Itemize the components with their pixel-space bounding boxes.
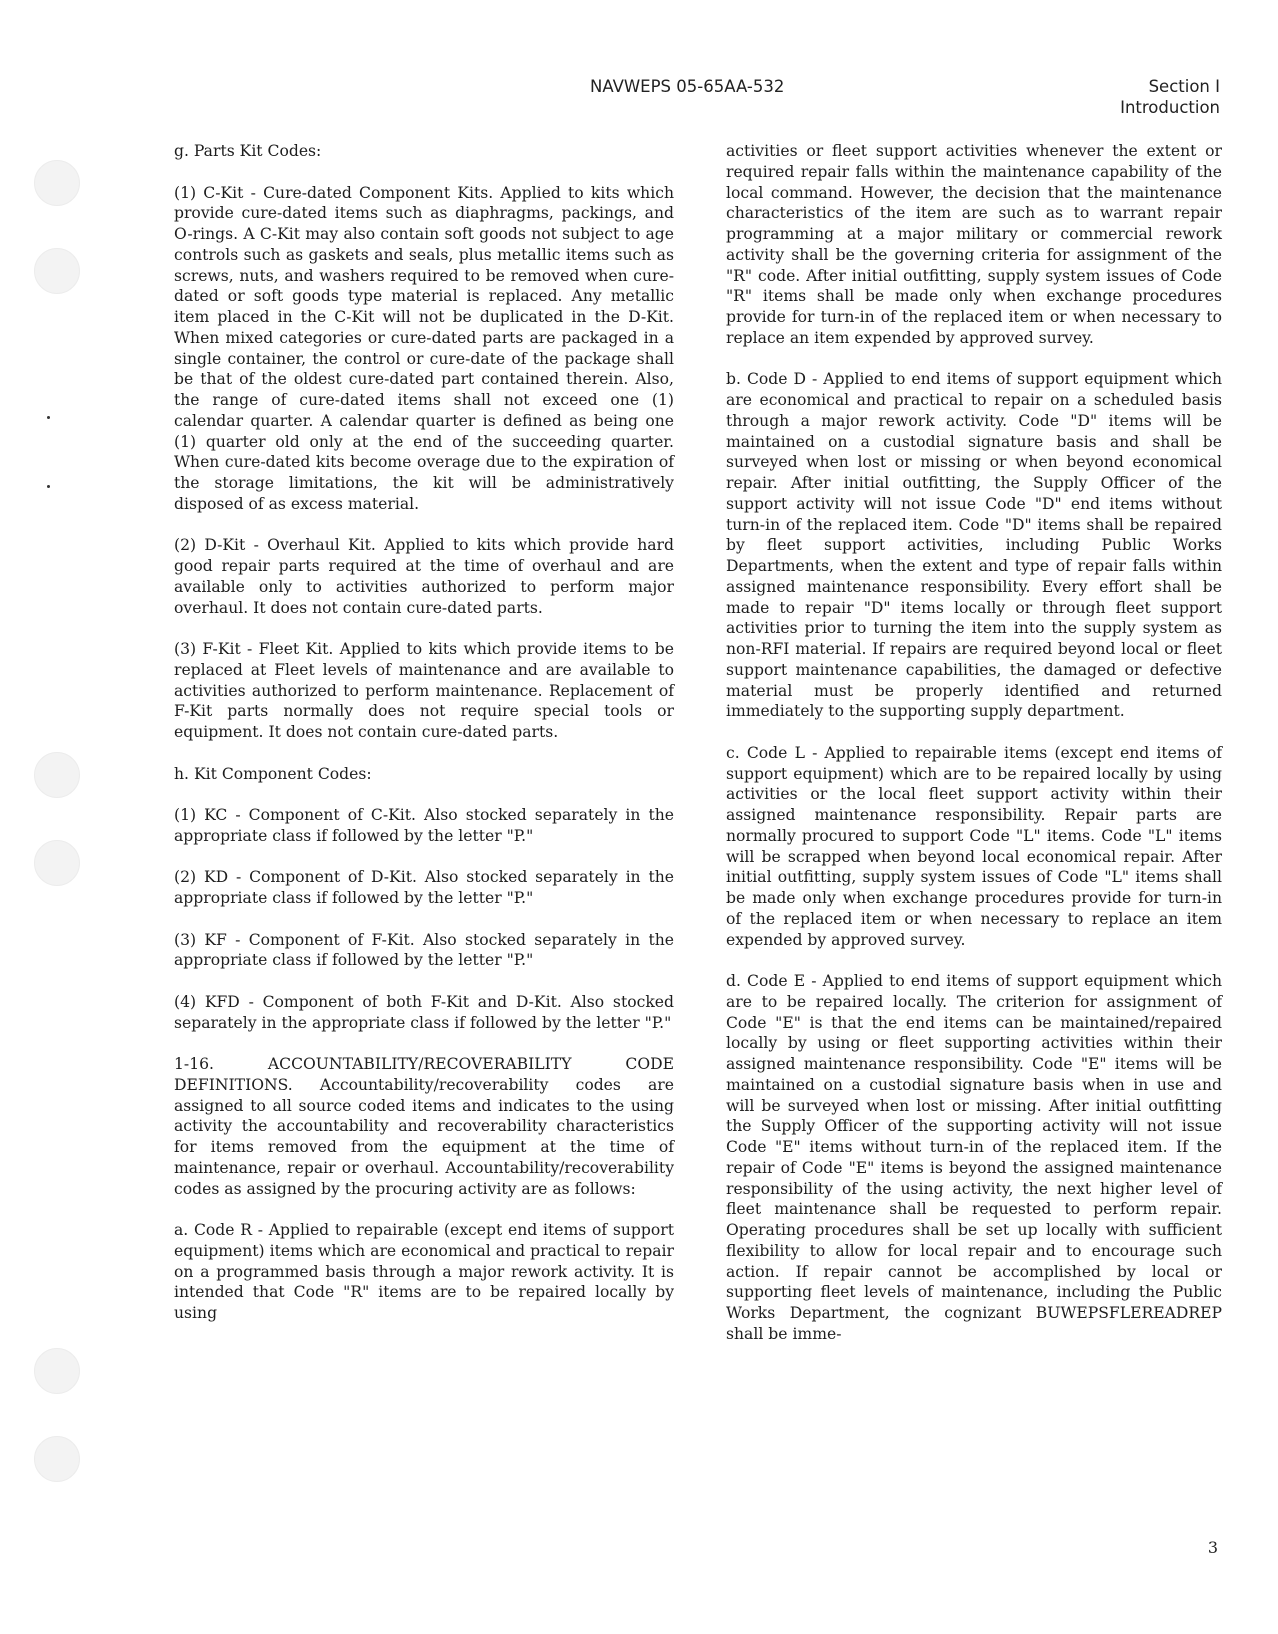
paragraph-d-kit: (2) D-Kit - Overhaul Kit. Applied to kits which provide hard good repair parts required at the time of overhaul and are available only to activities authorized to perform major overhaul. It does not contain cure-dated parts. xyxy=(174,536,674,617)
paragraph-c-kit: (1) C-Kit - Cure-dated Component Kits. Applied to kits which provide cure-dated items such as diaphragms, packings, and O-rings. A C-Kit may also contain soft goods not subject to age controls such as gaskets and seals, plus metallic items such as screws, nuts, and washers required to be removed when cure-dated or soft goods type material is replaced. Any metallic item placed in the C-Kit will not be duplicated in the D-Kit. When mixed categories or cure-dated parts are packaged in a single container, the control or cure-date of the package shall be that of the oldest cure-dated part contained therein. Also, the range of cure-dated items shall not exceed one (1) calendar quarter. A calendar quarter is defined as being one (1) quarter old only at the end of the succeeding quarter. When cure-dated kits become overage due to the expiration of the storage limitations, the kit will be administratively disposed of as excess material. xyxy=(174,183,674,513)
paragraph-kc: (1) KC - Component of C-Kit. Also stocked separately in the appropriate class if followed by the letter "P." xyxy=(174,806,674,845)
binder-hole xyxy=(34,1348,80,1394)
paragraph-kf: (3) KF - Component of F-Kit. Also stocked separately in the appropriate class if followed by the letter "P." xyxy=(174,930,674,970)
scan-speck xyxy=(47,485,50,488)
section-title: Introduction xyxy=(1120,98,1220,117)
document-number: NAVWEPS 05-65AA-532 xyxy=(590,77,785,96)
section-label: Section I xyxy=(1148,77,1220,96)
paragraph-code-r-continued: activities or fleet support activities whenever the extent or required repair falls within the maintenance capability of the local command. However, the decision that the maintenance characteristics of the item are such as to warrant repair programming at a major military or commercial rework activity shall be the governing criteria for assignment of the "R" code. After initial outfitting, supply system issues of Code "R" items shall be made only when exchange procedures provide for turn-in of the replaced item or when necessary to replace an item expended by approved survey. xyxy=(726,142,1222,347)
right-column xyxy=(726,141,1222,1345)
paragraph-f-kit: (3) F-Kit - Fleet Kit. Applied to kits which provide items to be replaced at Fleet levels of maintenance and are available to activities authorized to perform maintenance. Replacement of F-Kit parts normally does not require special tools or equipment. It does not contain cure-dated parts. xyxy=(174,640,674,741)
paragraph-code-r: a. Code R - Applied to repairable (except end items of support equipment) items which are economical and practical to repair on a programmed basis through a major rework activity. It is intended that Code "R" items are to be repaired locally by using xyxy=(174,1221,674,1322)
paragraph-accountability-definitions: 1-16. ACCOUNTABILITY/RECOVERABILITY CODE DEFINITIONS. Accountability/recoverability codes are assigned to all source coded items and indicates to the using activity the accountability and recoverability characteristics for items removed from the equipment at the time of maintenance, repair or overhaul. Accountability/recoverability codes as assigned by the procuring activity are as follows: xyxy=(174,1055,674,1198)
binder-hole xyxy=(34,160,80,206)
binder-hole xyxy=(34,248,80,294)
scan-speck xyxy=(47,416,50,419)
heading-kit-component-codes: h. Kit Component Codes: xyxy=(174,764,372,783)
paragraph-code-d: b. Code D - Applied to end items of support equipment which are economical and practical to repair on a scheduled basis through a major rework activity. Code "D" items will be maintained on a custodial signature basis and shall be surveyed when lost or missing or when beyond economical repair. After initial outfitting, the Supply Officer of the support activity will not issue Code "D" end items without turn-in of the replaced item. Code "D" items shall be repaired by fleet support activities, including Public Works Departments, when the extent and type of repair falls within assigned maintenance responsibility. Every effort shall be made to repair "D" items locally or through fleet support activities prior to turning the item into the supply system as non-RFI material. If repairs are required beyond local or fleet support maintenance capabilities, the damaged or defective material must be properly identified and returned immediately to the supporting supply department. xyxy=(726,370,1222,721)
heading-parts-kit-codes: g. Parts Kit Codes: xyxy=(174,142,322,160)
paragraph-kd: (2) KD - Component of D-Kit. Also stocked separately in the appropriate class if followed by the letter "P." xyxy=(174,868,674,907)
page-number: 3 xyxy=(1207,1538,1218,1557)
binder-hole xyxy=(34,840,80,886)
paragraph-code-e: d. Code E - Applied to end items of support equipment which are to be repaired locally. The criterion for assignment of Code "E" is that the end items can be maintained/repaired locally by using or fleet supporting activities within their assigned maintenance responsibility. Code "E" items will be maintained on a custodial signature basis when in use and will be surveyed when lost or missing. After initial outfitting the Supply Officer of the supporting activity will not issue Code "E" items without turn-in of the replaced item. If the repair of Code "E" items is beyond the assigned maintenance responsibility of the using activity, the next higher level of fleet maintenance shall be requested to perform repair. Operating procedures shall be set up locally with sufficient flexibility to allow for local repair and to encourage such action. If repair cannot be accomplished by local or supporting fleet levels of maintenance, including the Public Works Department, the cognizant BUWEPSFLEREADREP shall be imme- xyxy=(726,972,1222,1343)
paragraph-code-l: c. Code L - Applied to repairable items (except end items of support equipment) which are to be repaired locally by using activities or the local fleet support activity within their assigned maintenance responsibility. Repair parts are normally procured to support Code "L" items. Code "L" items will be scrapped when beyond local economical repair. After initial outfitting, supply system issues of Code "L" items shall be made only when exchange procedures provide for turn-in of the replaced item or when necessary to replace an item expended by approved survey. xyxy=(726,743,1222,949)
section-heading xyxy=(1120,76,1220,118)
binder-hole xyxy=(34,1436,80,1482)
left-column xyxy=(174,141,674,1324)
paragraph-kfd: (4) KFD - Component of both F-Kit and D-Kit. Also stocked separately in the appropriate class if followed by the letter "P." xyxy=(174,992,674,1032)
binder-hole xyxy=(34,752,80,798)
